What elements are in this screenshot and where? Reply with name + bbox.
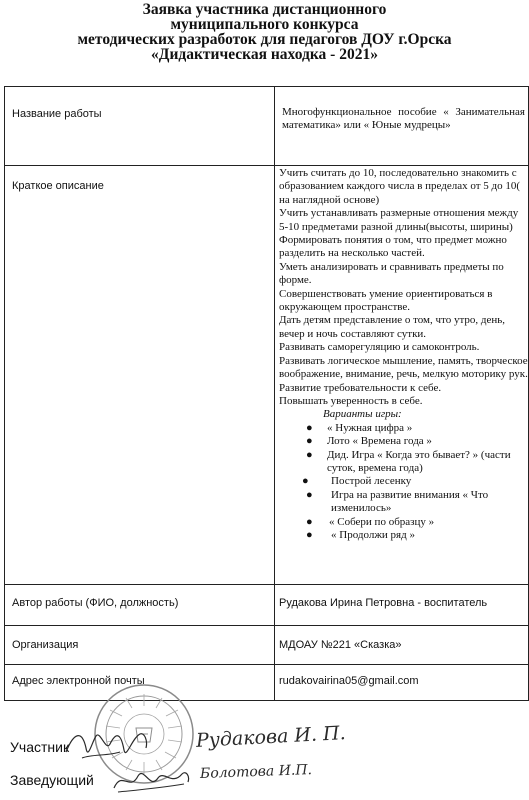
list-item: [279, 475, 528, 488]
description-paragraph: Формировать понятия о том, что предмет можно разделить на несколько частей.: [279, 234, 507, 260]
description-value: [275, 166, 529, 585]
game-name: « Продолжи ряд »: [331, 528, 415, 541]
bullet-icon: ●: [306, 515, 313, 528]
header-line-1: Заявка участника дистанционного: [142, 1, 387, 18]
row-organization: [5, 626, 529, 665]
game-name: « Нужная цифра »: [327, 421, 413, 434]
bullet-icon: ●: [306, 421, 313, 434]
description-paragraph: Развивать саморегуляцию и самоконтроль.: [279, 341, 480, 354]
description-paragraph: Совершенствовать умение ориентироваться в окружающем пространстве.: [279, 287, 493, 314]
header-line-3: методических разработок для педагогов ДОУ г.Орска: [77, 31, 452, 48]
bullet-icon: ●: [306, 435, 313, 448]
list-item: [279, 449, 528, 476]
document-header: [0, 2, 529, 62]
work-title-text: Многофункциональное пособие « Занимательная математика» или « Юные мудрецы»: [282, 106, 525, 131]
organization-label: Организация: [5, 626, 275, 665]
head-signature-scribble-icon: [108, 762, 194, 798]
bullet-icon: ●: [306, 448, 313, 461]
description-label: Краткое описание: [5, 166, 275, 585]
author-label: Автор работы (ФИО, должность): [5, 585, 275, 626]
bullet-icon: ●: [306, 528, 313, 541]
list-item: [279, 435, 528, 448]
description-paragraph: Развитие требовательности к себе.: [279, 381, 442, 394]
bullet-icon: ●: [302, 475, 309, 488]
list-item: [279, 516, 528, 529]
description-paragraph: Развивать логическое мышление, память, творческое воображение, внимание, речь, мелкую моторику рук.: [279, 354, 528, 381]
work-title-label: Название работы: [5, 87, 275, 166]
game-name: Лото « Времена года »: [327, 435, 432, 448]
row-work-title: [5, 87, 529, 166]
variants-heading: Варианты игры:: [323, 408, 402, 421]
email-label: Адрес электронной почты: [5, 665, 275, 701]
row-email: [5, 665, 529, 701]
description-paragraph: Повышать уверенность в себе.: [279, 394, 423, 407]
game-name: Дид. Игра « Когда это бывает? » (части суток, времена года): [327, 448, 511, 474]
list-item: [279, 529, 528, 542]
row-author: [5, 585, 529, 626]
application-table: [4, 86, 529, 701]
game-name: Игра на развитие внимания « Что изменилось»: [331, 488, 489, 515]
header-line-2: муниципального конкурса: [170, 16, 359, 33]
list-item: [279, 422, 528, 435]
email-value: rudakovairina05@gmail.com: [275, 665, 529, 701]
participant-label: Участник: [10, 739, 70, 755]
description-paragraph: Учить считать до 10, последовательно знакомить с образованием каждого числа в пределах от 5 до 10( на наглядной основе): [279, 167, 521, 206]
head-label: Заведующий: [10, 772, 94, 788]
description-paragraph: Учить устанавливать размерные отношения между 5-10 предметами разной длины(высоты, ширины): [279, 207, 519, 233]
games-list: [279, 422, 528, 543]
header-line-4: «Дидактическая находка - 2021»: [151, 46, 378, 63]
description-paragraph: Уметь анализировать и сравнивать предметы по форме.: [279, 260, 504, 287]
game-name: Построй лесенку: [331, 475, 412, 488]
work-title-value: [275, 87, 529, 166]
participant-handwritten-name: Рудакова И. П.: [195, 722, 347, 752]
description-paragraph: Дать детям представление о том, что утро, день, вечер и ночь составляют сутки.: [279, 314, 506, 340]
bullet-icon: ●: [306, 488, 313, 501]
game-name: « Собери по образцу »: [329, 515, 435, 528]
head-handwritten-name: Болотова И.П.: [199, 762, 313, 782]
author-value: Рудакова Ирина Петровна - воспитатель: [275, 585, 529, 626]
row-description: [5, 166, 529, 585]
list-item: [279, 489, 528, 516]
organization-value: МДОАУ №221 «Сказка»: [275, 626, 529, 665]
